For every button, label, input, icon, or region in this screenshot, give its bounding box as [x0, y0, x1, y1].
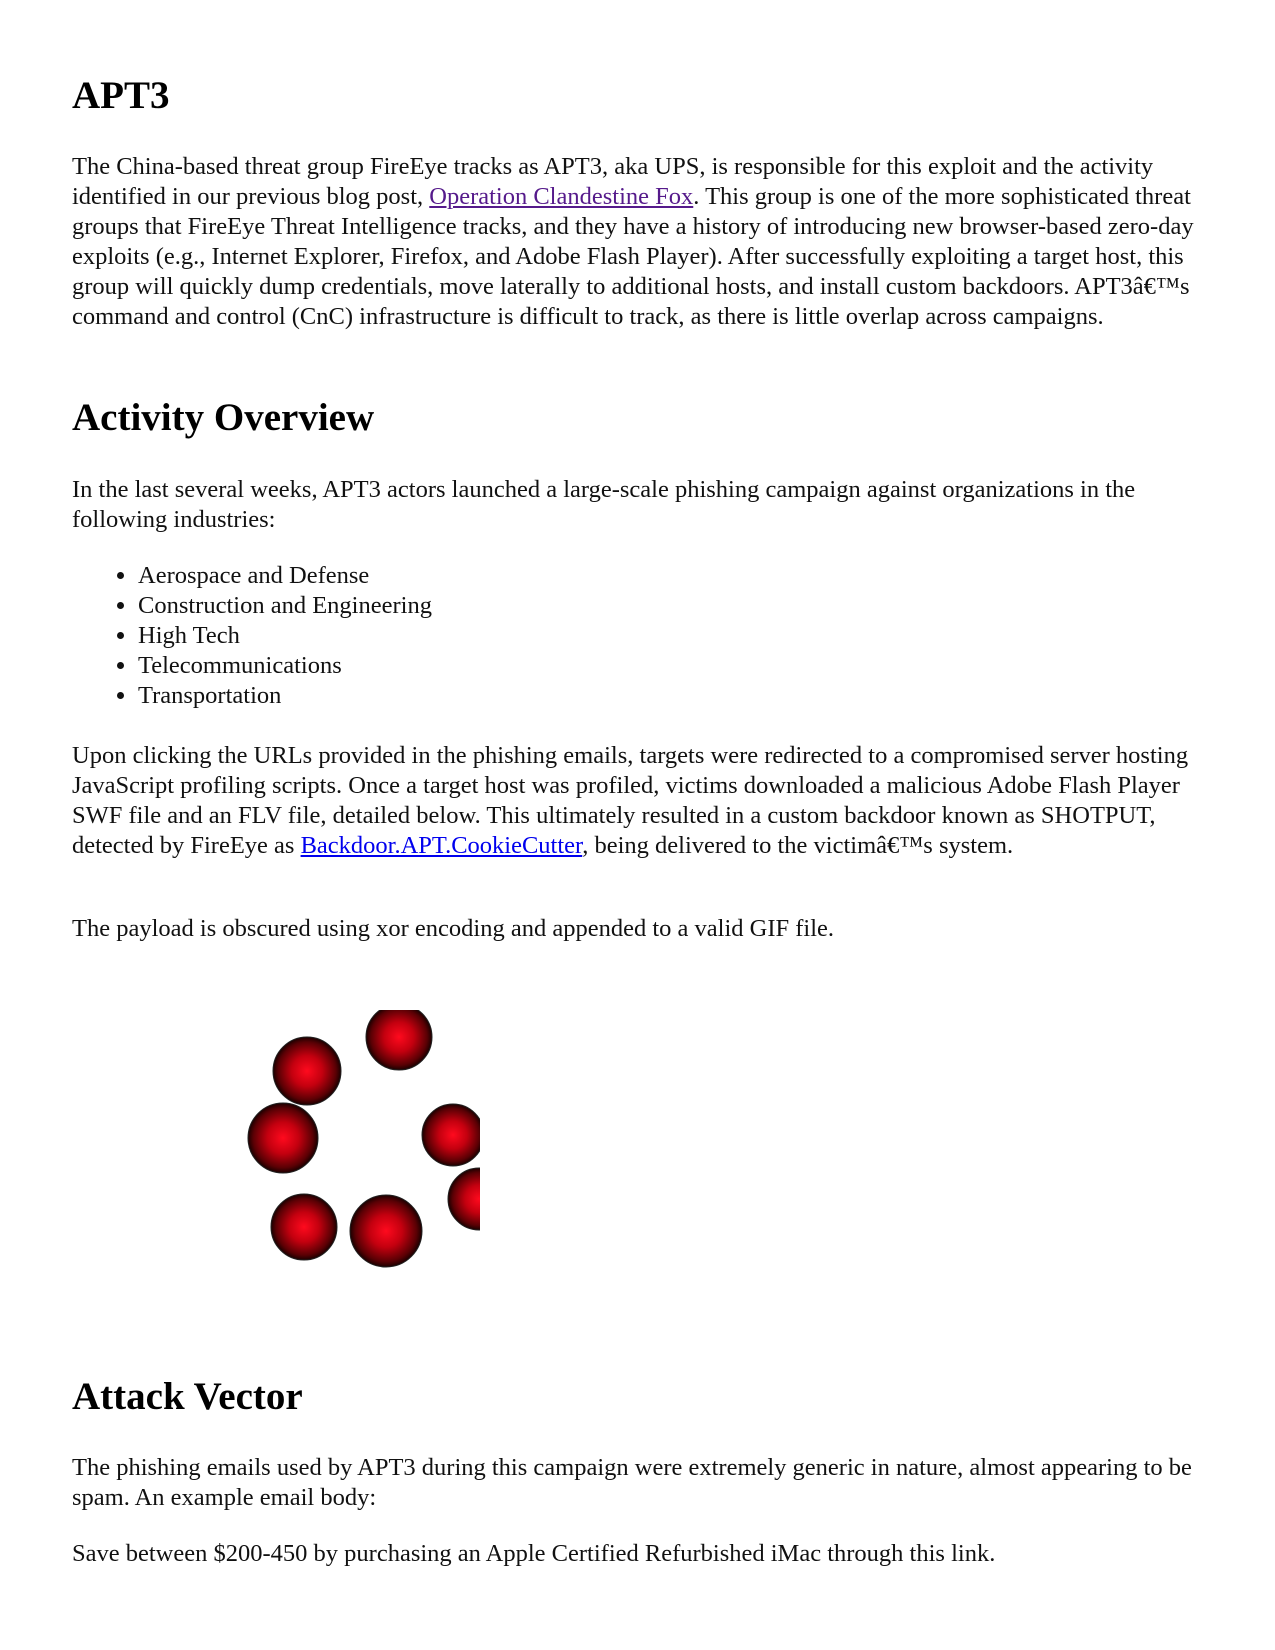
list-item: • High Tech — [138, 621, 432, 651]
attack-intro-paragraph: The phishing emails used by APT3 during this campaign were extremely generic in nature, almost appearing to be spam. An example email body: — [72, 1454, 1192, 1511]
list-item: • Telecommunications — [138, 651, 432, 681]
sphere — [366, 1010, 432, 1070]
operation-clandestine-fox-link[interactable]: Operation Clandestine Fox — [429, 183, 694, 210]
sphere — [422, 1104, 480, 1166]
overview-intro-paragraph: In the last several weeks, APT3 actors launched a large-scale phishing campaign against organizations in the following industries: — [72, 476, 1136, 533]
sphere — [350, 1195, 422, 1267]
backdoor-cookiecutter-link[interactable]: Backdoor.APT.CookieCutter — [300, 832, 583, 859]
list-item: • Transportation — [138, 681, 432, 711]
sphere — [248, 1103, 318, 1173]
payload-paragraph: The payload is obscured using xor encoding and appended to a valid GIF file. — [72, 915, 835, 942]
loading-spinner-icon — [180, 1010, 480, 1300]
apt3-intro-paragraph — [72, 152, 1212, 332]
sphere — [271, 1194, 337, 1260]
list-item: • Construction and Engineering — [138, 591, 432, 621]
apt3-intro-text-2: . This group is one of the more sophisticated threat groups that FireEye Threat Intelligence tracks, and they have a history of introducing new browser-based zero-day exploits (e.g., Internet Explorer, Firefox, and Adobe Flash Player). After successfully exploiting a target host, this group will quickly dump credentials, move laterally to additional hosts, and install custom backdoors. APT3â€™s command and control (CnC) infrastructure is difficult to track, as there is little overlap across campaigns. — [72, 183, 1194, 330]
sphere — [448, 1168, 480, 1230]
apt3-intro-text-1: The China-based threat group FireEye tracks as APT3, aka UPS, is responsible for this exploit and the activity identified in our previous blog post, — [72, 153, 1154, 210]
heading-apt3: APT3 — [72, 74, 170, 117]
urls-text-2: , being delivered to the victimâ€™s system. — [582, 832, 1014, 859]
industry-list — [72, 561, 432, 711]
list-item: • Aerospace and Defense — [138, 561, 432, 591]
example-email-body: Save between $200-450 by purchasing an Apple Certified Refurbished iMac through this link. — [72, 1540, 996, 1567]
heading-activity-overview: Activity Overview — [72, 396, 375, 439]
urls-text-1: Upon clicking the URLs provided in the phishing emails, targets were redirected to a compromised server hosting JavaScript profiling scripts. Once a target host was profiled, victims downloaded a malicious Adobe Flash Player SWF file and an FLV file, detailed below. This ultimately resulted in a custom backdoor known as SHOTPUT, detected by FireEye as — [72, 742, 1189, 859]
urls-paragraph — [72, 741, 1212, 861]
heading-attack-vector: Attack Vector — [72, 1375, 303, 1418]
sphere — [273, 1037, 341, 1105]
